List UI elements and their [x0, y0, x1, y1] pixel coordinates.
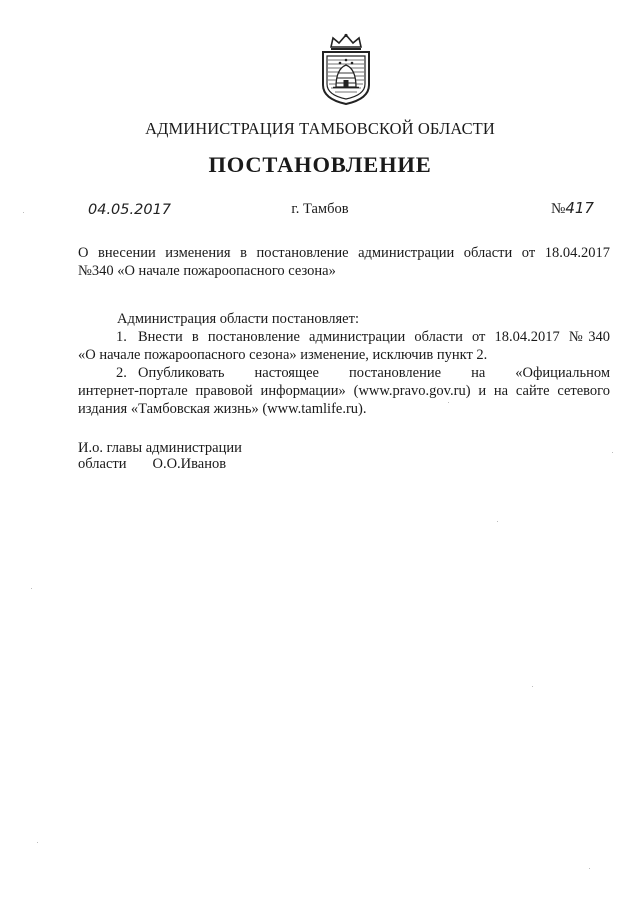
signatory-position: И.о. главы администрации: [78, 440, 242, 456]
scan-speck: [532, 686, 533, 687]
organization-title: АДМИНИСТРАЦИЯ ТАМБОВСКОЙ ОБЛАСТИ: [145, 119, 495, 138]
scan-speck: [448, 402, 449, 403]
subject-line: №340 «О начале пожароопасного сезона»: [78, 263, 336, 279]
item-text: издания «Тамбовская жизнь» (www.tamlife.ru).: [78, 401, 367, 417]
item-number: 1.: [116, 329, 127, 345]
scan-speck: [589, 868, 590, 869]
item-text: Внести в постановление администрации области от 18.04.2017 №340: [138, 329, 610, 345]
scan-speck: [23, 212, 24, 213]
document-number-value: 417: [565, 199, 594, 217]
scan-speck: [37, 842, 38, 843]
scan-speck: [31, 588, 32, 589]
item-text: интернет-портале правовой информации» (www.pravo.gov.ru) и на сайте сетевого: [78, 383, 610, 399]
resolution-item: [78, 328, 610, 364]
resolution-item: [78, 364, 610, 418]
document-number: [551, 199, 594, 218]
tambov-coat-of-arms-icon: [317, 33, 375, 105]
document-city: г. Тамбов: [291, 201, 349, 217]
subject-line: О внесении изменения в постановление администрации области от 18.04.2017: [78, 245, 610, 261]
item-text: Опубликовать настоящее постановление на «Официальном: [138, 365, 610, 381]
item-text: «О начале пожароопасного сезона» изменение, исключив пункт 2.: [78, 347, 488, 363]
scan-speck: [612, 452, 613, 453]
preamble: Администрация области постановляет:: [117, 311, 359, 327]
scan-speck: [497, 521, 498, 522]
document-subject: [78, 244, 610, 280]
document-type-title: ПОСТАНОВЛЕНИЕ: [208, 152, 432, 177]
signatory-position: области: [78, 456, 127, 472]
signatory-name: О.О.Иванов: [152, 456, 227, 472]
number-sign: №: [551, 201, 566, 217]
item-number: 2.: [116, 365, 127, 381]
document-date: 04.05.2017: [88, 202, 172, 218]
signature-block: [78, 440, 242, 472]
resolution-items: [78, 328, 610, 418]
